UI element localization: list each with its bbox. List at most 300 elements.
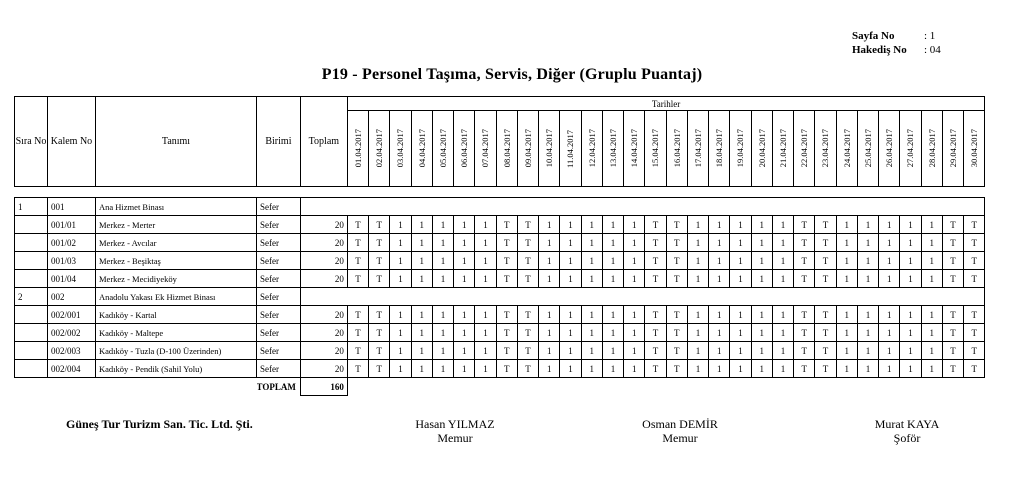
total-spacer <box>921 378 942 396</box>
total-spacer <box>15 378 48 396</box>
date-label: 25.04.2017 <box>862 129 873 168</box>
day-mark: T <box>794 360 815 378</box>
row-toplam: 20 <box>300 306 347 324</box>
day-mark: T <box>942 324 963 342</box>
spacer-cell <box>921 187 942 198</box>
signature-1 <box>402 417 508 445</box>
day-mark: T <box>347 306 368 324</box>
signature-3 <box>858 417 956 445</box>
date-label: 02.04.2017 <box>374 129 385 168</box>
group-tanimi: Ana Hizmet Binası <box>96 198 257 216</box>
header-date <box>390 111 411 187</box>
day-mark: 1 <box>390 360 411 378</box>
day-mark: 1 <box>751 270 772 288</box>
total-spacer <box>794 378 815 396</box>
day-mark: T <box>347 360 368 378</box>
signature-name: Osman DEMİR <box>642 417 718 431</box>
day-mark: 1 <box>836 234 857 252</box>
day-mark: 1 <box>411 306 432 324</box>
header-date <box>517 111 538 187</box>
header-tanimi: Tanımı <box>96 97 257 187</box>
day-mark: 1 <box>581 360 602 378</box>
day-mark: T <box>347 324 368 342</box>
day-mark: T <box>815 270 836 288</box>
day-mark: 1 <box>581 234 602 252</box>
day-mark: 1 <box>454 270 475 288</box>
date-label: 16.04.2017 <box>671 129 682 168</box>
day-mark: T <box>794 342 815 360</box>
day-mark: T <box>794 216 815 234</box>
table-row <box>15 234 985 252</box>
row-kalem: 001/03 <box>48 252 96 270</box>
row-birimi: Sefer <box>257 360 301 378</box>
day-mark: 1 <box>709 252 730 270</box>
header-date <box>666 111 687 187</box>
day-mark: T <box>815 216 836 234</box>
day-mark: 1 <box>857 234 878 252</box>
day-mark: 1 <box>432 342 453 360</box>
row-birimi: Sefer <box>257 234 301 252</box>
date-label: 01.04.2017 <box>352 129 363 168</box>
row-tanimi: Merkez - Avcılar <box>96 234 257 252</box>
day-mark: T <box>347 342 368 360</box>
day-mark: 1 <box>709 306 730 324</box>
date-label: 14.04.2017 <box>629 129 640 168</box>
date-label: 10.04.2017 <box>544 129 555 168</box>
day-mark: 1 <box>709 234 730 252</box>
total-spacer <box>432 378 453 396</box>
total-spacer <box>709 378 730 396</box>
day-mark: 1 <box>602 324 623 342</box>
day-mark: 1 <box>900 270 921 288</box>
group-birimi: Sefer <box>257 288 301 306</box>
day-mark: 1 <box>836 216 857 234</box>
day-mark: 1 <box>836 252 857 270</box>
row-sira-empty <box>15 324 48 342</box>
day-mark: 1 <box>687 270 708 288</box>
day-mark: 1 <box>857 324 878 342</box>
header-date <box>751 111 772 187</box>
day-mark: T <box>517 360 538 378</box>
day-mark: T <box>347 270 368 288</box>
spacer-cell <box>836 187 857 198</box>
row-birimi: Sefer <box>257 324 301 342</box>
signature-company <box>66 417 253 431</box>
day-mark: T <box>964 234 985 252</box>
date-label: 04.04.2017 <box>416 129 427 168</box>
spacer-cell <box>390 187 411 198</box>
day-mark: 1 <box>560 234 581 252</box>
day-mark: T <box>496 234 517 252</box>
day-mark: T <box>964 324 985 342</box>
date-label: 07.04.2017 <box>480 129 491 168</box>
day-mark: 1 <box>539 342 560 360</box>
day-mark: 1 <box>921 342 942 360</box>
signature-2 <box>628 417 732 445</box>
spacer-row <box>15 187 985 198</box>
day-mark: T <box>347 216 368 234</box>
total-spacer <box>96 378 257 396</box>
day-mark: 1 <box>751 324 772 342</box>
day-mark: 1 <box>581 216 602 234</box>
day-mark: 1 <box>475 360 496 378</box>
spacer-cell <box>942 187 963 198</box>
total-spacer <box>624 378 645 396</box>
group-birimi: Sefer <box>257 198 301 216</box>
date-label: 24.04.2017 <box>841 129 852 168</box>
day-mark: 1 <box>836 324 857 342</box>
day-mark: T <box>794 270 815 288</box>
header-date <box>836 111 857 187</box>
day-mark: 1 <box>432 324 453 342</box>
row-kalem: 002/001 <box>48 306 96 324</box>
grand-total-value: 160 <box>300 378 347 396</box>
total-spacer <box>48 378 96 396</box>
day-mark: T <box>496 324 517 342</box>
table-row <box>15 360 985 378</box>
day-mark: T <box>645 360 666 378</box>
spacer-cell <box>475 187 496 198</box>
day-mark: T <box>645 252 666 270</box>
date-label: 20.04.2017 <box>756 129 767 168</box>
total-spacer <box>857 378 878 396</box>
day-mark: 1 <box>772 342 793 360</box>
day-mark: T <box>347 234 368 252</box>
day-mark: 1 <box>539 324 560 342</box>
day-mark: T <box>496 216 517 234</box>
day-mark: T <box>815 342 836 360</box>
day-mark: 1 <box>879 324 900 342</box>
header-date <box>942 111 963 187</box>
header-date <box>921 111 942 187</box>
day-mark: T <box>666 216 687 234</box>
day-mark: T <box>815 234 836 252</box>
day-mark: T <box>517 216 538 234</box>
header-sira: Sıra No <box>15 97 48 187</box>
total-spacer <box>687 378 708 396</box>
day-mark: 1 <box>730 324 751 342</box>
spacer-cell <box>432 187 453 198</box>
header-date <box>347 111 368 187</box>
day-mark: 1 <box>581 342 602 360</box>
day-mark: 1 <box>560 216 581 234</box>
row-birimi: Sefer <box>257 216 301 234</box>
table-row <box>15 342 985 360</box>
spacer-cell <box>602 187 623 198</box>
day-mark: 1 <box>475 342 496 360</box>
spacer-cell <box>300 187 347 198</box>
day-mark: T <box>964 342 985 360</box>
spacer-cell <box>666 187 687 198</box>
row-toplam: 20 <box>300 324 347 342</box>
day-mark: 1 <box>602 270 623 288</box>
spacer-cell <box>709 187 730 198</box>
day-mark: T <box>645 342 666 360</box>
day-mark: 1 <box>539 270 560 288</box>
day-mark: 1 <box>624 234 645 252</box>
day-mark: 1 <box>539 216 560 234</box>
header-date <box>900 111 921 187</box>
day-mark: 1 <box>454 234 475 252</box>
day-mark: T <box>815 360 836 378</box>
day-mark: T <box>942 342 963 360</box>
day-mark: 1 <box>751 216 772 234</box>
day-mark: T <box>666 360 687 378</box>
day-mark: 1 <box>560 342 581 360</box>
day-mark: 1 <box>602 216 623 234</box>
header-date <box>369 111 390 187</box>
total-spacer <box>836 378 857 396</box>
day-mark: T <box>645 306 666 324</box>
row-birimi: Sefer <box>257 270 301 288</box>
date-label: 19.04.2017 <box>735 129 746 168</box>
row-sira-empty <box>15 216 48 234</box>
day-mark: 1 <box>411 270 432 288</box>
day-mark: T <box>369 216 390 234</box>
row-birimi: Sefer <box>257 342 301 360</box>
day-mark: 1 <box>879 234 900 252</box>
progress-number-value: : 04 <box>924 44 941 56</box>
day-mark: 1 <box>432 216 453 234</box>
row-kalem: 002/003 <box>48 342 96 360</box>
day-mark: 1 <box>624 342 645 360</box>
day-mark: 1 <box>836 360 857 378</box>
day-mark: 1 <box>475 216 496 234</box>
day-mark: 1 <box>857 252 878 270</box>
day-mark: 1 <box>539 306 560 324</box>
day-mark: 1 <box>390 270 411 288</box>
table-row <box>15 252 985 270</box>
spacer-cell <box>496 187 517 198</box>
row-sira-empty <box>15 270 48 288</box>
day-mark: T <box>666 270 687 288</box>
day-mark: 1 <box>539 234 560 252</box>
day-mark: 1 <box>709 270 730 288</box>
day-mark: 1 <box>730 342 751 360</box>
day-mark: 1 <box>602 306 623 324</box>
date-label: 18.04.2017 <box>714 129 725 168</box>
total-spacer <box>369 378 390 396</box>
total-spacer <box>645 378 666 396</box>
total-spacer <box>411 378 432 396</box>
day-mark: 1 <box>475 234 496 252</box>
day-mark: 1 <box>857 342 878 360</box>
row-toplam: 20 <box>300 234 347 252</box>
day-mark: 1 <box>836 342 857 360</box>
day-mark: T <box>964 306 985 324</box>
day-mark: 1 <box>581 270 602 288</box>
day-mark: 1 <box>454 324 475 342</box>
day-mark: 1 <box>624 360 645 378</box>
day-mark: 1 <box>730 234 751 252</box>
timesheet-table <box>14 96 985 396</box>
header-date <box>879 111 900 187</box>
total-spacer <box>347 378 368 396</box>
day-mark: 1 <box>687 234 708 252</box>
day-mark: 1 <box>900 360 921 378</box>
day-mark: 1 <box>602 360 623 378</box>
header-date <box>539 111 560 187</box>
day-mark: 1 <box>900 306 921 324</box>
day-mark: 1 <box>772 252 793 270</box>
day-mark: 1 <box>454 306 475 324</box>
day-mark: 1 <box>390 324 411 342</box>
day-mark: 1 <box>709 360 730 378</box>
day-mark: 1 <box>857 306 878 324</box>
day-mark: T <box>645 234 666 252</box>
day-mark: 1 <box>921 306 942 324</box>
day-mark: T <box>496 270 517 288</box>
day-mark: T <box>369 306 390 324</box>
header-date <box>645 111 666 187</box>
day-mark: T <box>369 234 390 252</box>
group-tanimi: Anadolu Yakası Ek Hizmet Binası <box>96 288 257 306</box>
day-mark: 1 <box>411 216 432 234</box>
date-label: 17.04.2017 <box>692 129 703 168</box>
header-date <box>624 111 645 187</box>
spacer-cell <box>624 187 645 198</box>
date-label: 13.04.2017 <box>607 129 618 168</box>
day-mark: T <box>517 252 538 270</box>
day-mark: T <box>794 306 815 324</box>
table-row <box>15 216 985 234</box>
day-mark: 1 <box>581 324 602 342</box>
total-spacer <box>751 378 772 396</box>
day-mark: T <box>666 306 687 324</box>
day-mark: 1 <box>709 216 730 234</box>
spacer-cell <box>751 187 772 198</box>
total-spacer <box>475 378 496 396</box>
day-mark: 1 <box>390 216 411 234</box>
day-mark: T <box>645 216 666 234</box>
day-mark: 1 <box>432 306 453 324</box>
group-sira: 2 <box>15 288 48 306</box>
spacer-cell <box>815 187 836 198</box>
day-mark: 1 <box>624 324 645 342</box>
day-mark: 1 <box>730 270 751 288</box>
day-mark: 1 <box>560 306 581 324</box>
day-mark: T <box>369 324 390 342</box>
total-spacer <box>879 378 900 396</box>
date-label: 27.04.2017 <box>905 129 916 168</box>
total-spacer <box>772 378 793 396</box>
progress-number-label: Hakediş No <box>852 44 907 56</box>
signature-role: Memur <box>662 431 698 445</box>
day-mark: T <box>347 252 368 270</box>
total-spacer <box>815 378 836 396</box>
date-label: 09.04.2017 <box>522 129 533 168</box>
day-mark: 1 <box>687 252 708 270</box>
total-spacer <box>517 378 538 396</box>
day-mark: T <box>517 234 538 252</box>
day-mark: 1 <box>879 252 900 270</box>
row-tanimi: Kadıköy - Tuzla (D-100 Üzerinden) <box>96 342 257 360</box>
day-mark: 1 <box>772 360 793 378</box>
day-mark: T <box>496 360 517 378</box>
day-mark: 1 <box>687 306 708 324</box>
day-mark: 1 <box>432 234 453 252</box>
day-mark: 1 <box>390 342 411 360</box>
spacer-cell <box>645 187 666 198</box>
header-birimi: Birimi <box>257 97 301 187</box>
row-kalem: 001/04 <box>48 270 96 288</box>
header-tarihler: Tarihler <box>347 97 985 111</box>
day-mark: 1 <box>602 252 623 270</box>
day-mark: 1 <box>432 270 453 288</box>
date-label: 21.04.2017 <box>777 129 788 168</box>
signature-name: Hasan YILMAZ <box>415 417 495 431</box>
table-row <box>15 306 985 324</box>
day-mark: 1 <box>900 234 921 252</box>
header-toplam: Toplam <box>300 97 347 187</box>
day-mark: T <box>815 252 836 270</box>
day-mark: T <box>666 252 687 270</box>
row-tanimi: Kadıköy - Pendik (Sahil Yolu) <box>96 360 257 378</box>
table-row <box>15 270 985 288</box>
date-label: 23.04.2017 <box>820 129 831 168</box>
day-mark: T <box>942 252 963 270</box>
row-toplam: 20 <box>300 360 347 378</box>
total-spacer <box>942 378 963 396</box>
day-mark: T <box>942 270 963 288</box>
spacer-cell <box>857 187 878 198</box>
row-kalem: 001/01 <box>48 216 96 234</box>
day-mark: T <box>645 270 666 288</box>
row-sira-empty <box>15 360 48 378</box>
document-title: P19 - Personel Taşıma, Servis, Diğer (Gruplu Puantaj) <box>321 66 703 83</box>
signature-role: Şoför <box>893 431 921 445</box>
day-mark: T <box>964 270 985 288</box>
day-mark: T <box>369 270 390 288</box>
row-tanimi: Merkez - Mecidiyeköy <box>96 270 257 288</box>
total-spacer <box>730 378 751 396</box>
row-tanimi: Merkez - Beşiktaş <box>96 252 257 270</box>
day-mark: T <box>496 306 517 324</box>
day-mark: T <box>794 324 815 342</box>
header-date <box>581 111 602 187</box>
day-mark: 1 <box>772 306 793 324</box>
day-mark: 1 <box>411 234 432 252</box>
spacer-cell <box>687 187 708 198</box>
day-mark: 1 <box>751 306 772 324</box>
group-kalem: 002 <box>48 288 96 306</box>
day-mark: 1 <box>411 342 432 360</box>
day-mark: 1 <box>900 252 921 270</box>
total-spacer <box>964 378 985 396</box>
day-mark: 1 <box>390 306 411 324</box>
header-date <box>730 111 751 187</box>
page-meta <box>852 29 941 57</box>
day-mark: T <box>517 306 538 324</box>
page-number-value: : 1 <box>924 30 936 42</box>
day-mark: 1 <box>730 360 751 378</box>
day-mark: 1 <box>687 360 708 378</box>
day-mark: 1 <box>454 360 475 378</box>
row-toplam: 20 <box>300 216 347 234</box>
day-mark: 1 <box>772 270 793 288</box>
row-birimi: Sefer <box>257 252 301 270</box>
date-label: 12.04.2017 <box>586 129 597 168</box>
day-mark: 1 <box>879 342 900 360</box>
date-label: 11.04.2017 <box>565 129 576 168</box>
day-mark: 1 <box>475 306 496 324</box>
row-toplam: 20 <box>300 342 347 360</box>
total-spacer <box>539 378 560 396</box>
total-spacer <box>581 378 602 396</box>
day-mark: T <box>815 306 836 324</box>
day-mark: T <box>794 252 815 270</box>
table-row <box>15 324 985 342</box>
